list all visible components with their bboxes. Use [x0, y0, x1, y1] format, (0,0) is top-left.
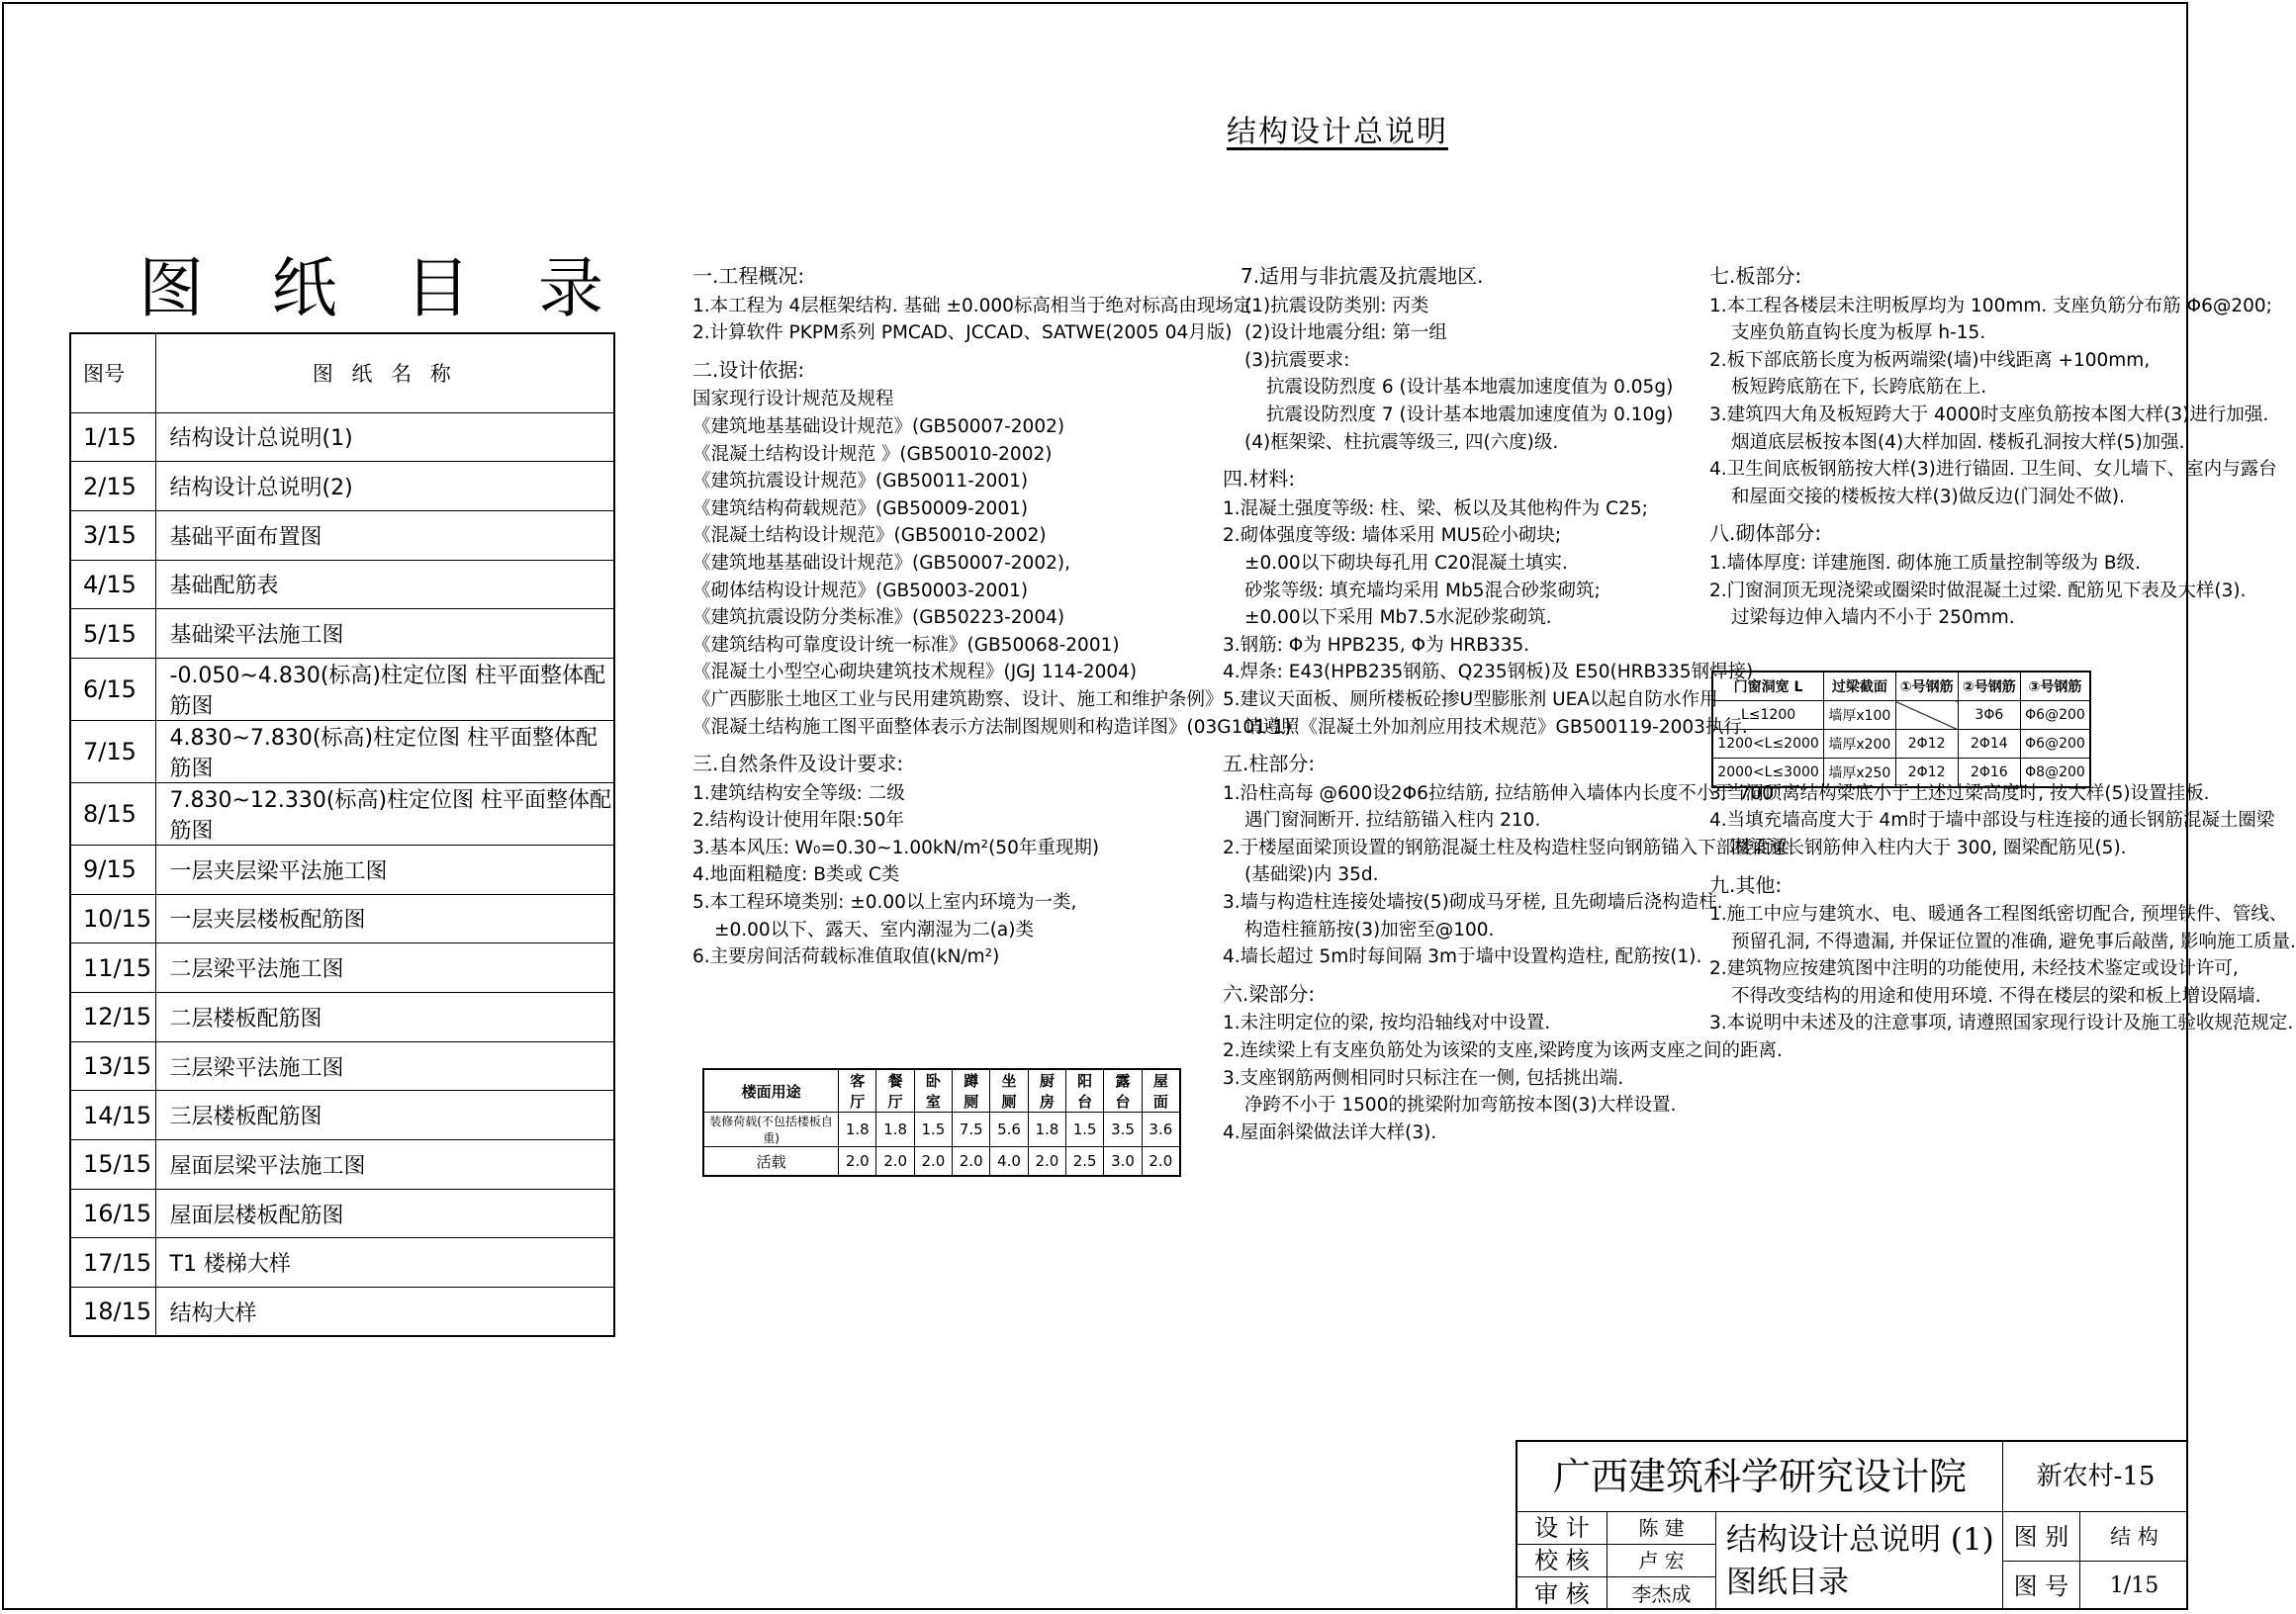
notes-col-1 [692, 263, 1292, 971]
institute-name: 广西建筑科学研究设计院 [1553, 1455, 1968, 1498]
table-row [70, 560, 614, 609]
note-line: 板短跨底筋在下, 长跨底筋在上. [1731, 377, 1987, 399]
note-line: 2.连续梁上有支座负筋处为该梁的支座,梁跨度为该两支座之间的距离. [1223, 1040, 1783, 1062]
drawing-no: 3/15 [70, 510, 155, 560]
table-cell: 3Φ6 [1958, 701, 2020, 730]
header-name: 图 纸 名 称 [155, 333, 614, 412]
table-cell: Φ6@200 [2020, 730, 2090, 759]
table-cell: 1.8 [839, 1113, 876, 1147]
section-heading: 五.柱部分: [1223, 752, 1316, 776]
table-cell: 3.6 [1142, 1113, 1180, 1147]
note-line: 砂浆等级: 填充墙均采用 Mb5混合砂浆砌筑; [1244, 580, 1601, 601]
note-line: 1.混凝土强度等级: 柱、梁、板以及其他构件为 C25; [1223, 497, 1648, 519]
header-cell: 露台 [1104, 1069, 1142, 1113]
note-line: 5.本工程环境类别: ±0.00以上室内环境为一类, [692, 892, 1077, 914]
note-line: 和屋面交接的楼板按大样(3)做反边(门洞处不做). [1731, 486, 2126, 507]
drawing-name: 4.830~7.830(标高)柱定位图 柱平面整体配筋图 [155, 720, 614, 782]
table-row [70, 609, 614, 659]
header-cell: 卧室 [914, 1069, 952, 1113]
sheet-title-1: 结构设计总说明 (1) [1715, 1511, 2002, 1561]
note-line: 《建筑抗震设防分类标准》(GB50223-2004) [692, 607, 1065, 629]
note-line: (基础梁)内 35d. [1244, 864, 1379, 886]
table-row [70, 1091, 614, 1140]
note-line: 《混凝土小型空心砌块建筑技术规程》(JGJ 114-2004) [692, 662, 1138, 683]
table-row [1712, 730, 2090, 759]
table-cell: 2.0 [1028, 1147, 1065, 1177]
drawing-no: 2/15 [70, 462, 155, 511]
table-cell [1895, 701, 1958, 730]
note-line: 6.主要房间活荷载标准值取值(kN/m²) [692, 946, 1000, 968]
note-line: 4.卫生间底板钢筋按大样(3)进行锚固. 卫生间、女儿墙下、室内与露台 [1709, 459, 2277, 481]
drawing-no: 9/15 [70, 845, 155, 894]
note-line: 1.本工程为 4层框架结构. 基础 ±0.000标高相当于绝对标高由现场定. [692, 295, 1258, 316]
note-line: 4.地面粗糙度: B类或 C类 [692, 864, 900, 886]
note-line: 4.焊条: E43(HPB235钢筋、Q235钢板)及 E50(HRB335钢焊接) [1223, 662, 1754, 683]
no-value: 1/15 [2079, 1561, 2188, 1610]
no-label: 图 号 [2002, 1561, 2079, 1610]
table-row [70, 894, 614, 943]
section-heading: 三.自然条件及设计要求: [692, 752, 904, 776]
check-label: 校 核 [1517, 1544, 1607, 1576]
table-cell: 1.5 [914, 1113, 952, 1147]
table-cell: 2Φ14 [1958, 730, 2020, 759]
table-row [703, 1113, 1180, 1147]
note-line: 2.砌体强度等级: 墙体采用 MU5砼小砌块; [1223, 525, 1562, 547]
table-cell: Φ6@200 [2020, 701, 2090, 730]
note-line: 烟道底层板按本图(4)大样加固. 楼板孔洞按大样(5)加强. [1731, 431, 2185, 453]
header-cell: 厨房 [1028, 1069, 1065, 1113]
note-line: 不得改变结构的用途和使用环境. 不得在楼层的梁和板上增设隔墙. [1731, 985, 2261, 1007]
note-line: 3.当洞顶离结构梁底小于上述过梁高度时, 按大样(5)设置挂板. [1709, 782, 2210, 804]
header-cell: 坐厕 [990, 1069, 1028, 1113]
table-row [70, 412, 614, 462]
section-heading: 二.设计依据: [692, 357, 805, 382]
table-row [1712, 759, 2090, 788]
note-line: 1.本工程各楼层未注明板厚均为 100mm. 支座负筋分布筋 Φ6@200; [1709, 295, 2272, 316]
drawing-no: 10/15 [70, 894, 155, 943]
table-row [70, 1288, 614, 1337]
toc-title-char: 录 [537, 250, 603, 326]
drawing-no: 8/15 [70, 782, 155, 845]
table-cell: 7.5 [953, 1113, 990, 1147]
sheet-title-2: 图纸目录 [1715, 1561, 2002, 1610]
table-cell: 活载 [703, 1147, 839, 1177]
page-title: 结构设计总说明 [1227, 115, 1448, 149]
drawing-name: 基础配筋表 [155, 560, 614, 609]
drawing-name: 基础梁平法施工图 [155, 609, 614, 659]
type-label: 图 别 [2002, 1511, 2079, 1561]
table-cell: 2.0 [1142, 1147, 1180, 1177]
note-line: ±0.00以下、露天、室内潮湿为二(a)类 [714, 919, 1034, 941]
note-line: 2.于楼屋面梁顶设置的钢筋混凝土柱及构造柱竖向钢筋锚入下部楼面梁 [1223, 837, 1790, 858]
table-cell: 2.0 [839, 1147, 876, 1177]
note-line: 2.建筑物应按建筑图中注明的功能使用, 未经技术鉴定或设计许可, [1709, 958, 2239, 980]
toc-title [138, 235, 603, 329]
note-line: (3)抗震要求: [1244, 349, 1350, 371]
table-cell: 墙厚x250 [1824, 759, 1895, 788]
drawing-no: 15/15 [70, 1140, 155, 1190]
section-heading: 7.适用与非抗震及抗震地区. [1240, 264, 1484, 288]
drawing-no: 6/15 [70, 658, 155, 720]
table-cell: 2.0 [914, 1147, 952, 1177]
live-load-table [702, 1068, 1181, 1177]
note-line: 3.本说明中未述及的注意事项, 请遵照国家现行设计及施工验收规范规定. [1709, 1013, 2294, 1034]
drawing-name: 7.830~12.330(标高)柱定位图 柱平面整体配筋图 [155, 782, 614, 845]
drawing-name: 一层夹层梁平法施工图 [155, 845, 614, 894]
note-line: 1.沿柱高每 @600设2Φ6拉结筋, 拉结筋伸入墙体内长度不小于 700 [1223, 782, 1774, 804]
note-line: 3.建筑四大角及板短跨大于 4000时支座负筋按本图大样(3)进行加强. [1709, 404, 2269, 425]
note-line: 请遵照《混凝土外加剂应用技术规范》GB500119-2003执行. [1244, 716, 1748, 738]
table-header-row [703, 1069, 1180, 1113]
drawing-no: 7/15 [70, 720, 155, 782]
title-block [1515, 1440, 2186, 1608]
note-line: 1.施工中应与建筑水、电、暖通各工程图纸密切配合, 预埋铁件、管线、 [1709, 904, 2288, 926]
header-cell: 阳台 [1066, 1069, 1104, 1113]
table-cell: Φ8@200 [2020, 759, 2090, 788]
type-value: 结 构 [2079, 1511, 2188, 1561]
design-name: 陈 建 [1607, 1511, 1715, 1544]
table-cell: 2.5 [1066, 1147, 1104, 1177]
note-line: 5.建议天面板、厕所楼板砼掺U型膨胀剂 UEA以起自防水作用 [1223, 688, 1718, 710]
check-name: 卢 宏 [1607, 1544, 1715, 1576]
section-heading: 四.材料: [1223, 467, 1296, 492]
table-cell: 4.0 [990, 1147, 1028, 1177]
drawing-no: 18/15 [70, 1288, 155, 1337]
drawing-no: 14/15 [70, 1091, 155, 1140]
header-cell: 餐厅 [876, 1069, 914, 1113]
section-heading: 九.其他: [1709, 872, 1783, 897]
lintel-table [1711, 671, 2091, 788]
table-header-row [70, 333, 614, 412]
drawing-name: 结构大样 [155, 1288, 614, 1337]
table-row [70, 1140, 614, 1190]
note-line: 2.计算软件 PKPM系列 PMCAD、JCCAD、SATWE(2005 04月版) [692, 322, 1233, 344]
header-cell: 楼面用途 [703, 1069, 839, 1113]
table-row [70, 462, 614, 511]
design-label: 设 计 [1517, 1511, 1607, 1544]
table-cell: 2.0 [876, 1147, 914, 1177]
note-line: 2.结构设计使用年限:50年 [692, 810, 904, 832]
drawing-name: 二层梁平法施工图 [155, 943, 614, 993]
note-line: (2)设计地震分组: 第一组 [1244, 322, 1447, 344]
drawing-no: 17/15 [70, 1238, 155, 1288]
table-row [70, 1041, 614, 1091]
table-row [70, 1238, 614, 1288]
drawing-no: 16/15 [70, 1189, 155, 1238]
toc-title-char: 纸 [271, 250, 337, 326]
note-line: 支座负筋直钩长度为板厚 h-15. [1731, 322, 1986, 344]
note-line: 圈梁通长钢筋伸入柱内大于 300, 圈梁配筋见(5). [1731, 837, 2127, 858]
table-cell: L≤1200 [1712, 701, 1824, 730]
table-cell: 2Φ12 [1895, 759, 1958, 788]
note-line: 预留孔洞, 不得遗漏, 并保证位置的准确, 避免事后敲凿, 影响施工质量. [1731, 931, 2296, 952]
note-line: 《混凝土结构设计规范》(GB50010-2002) [692, 525, 1047, 547]
note-line: 抗震设防烈度 7 (设计基本地震加速度值为 0.10g) [1266, 404, 1674, 425]
drawing-no: 12/15 [70, 993, 155, 1042]
drawing-name: 三层梁平法施工图 [155, 1041, 614, 1091]
note-line: 1.未注明定位的梁, 按均沿轴线对中设置. [1223, 1013, 1551, 1034]
table-header-row [1712, 672, 2090, 701]
note-line: 3.支座钢筋两侧相同时只标注在一侧, 包括挑出端. [1223, 1067, 1624, 1089]
table-cell: 1.5 [1066, 1113, 1104, 1147]
table-row [70, 993, 614, 1042]
table-row [70, 1189, 614, 1238]
drawing-index-table [69, 332, 615, 1337]
project-code: 新农村-15 [2002, 1442, 2188, 1511]
drawing-name: 屋面层楼板配筋图 [155, 1189, 614, 1238]
drawing-name: -0.050~4.830(标高)柱定位图 柱平面整体配筋图 [155, 658, 614, 720]
table-row [70, 845, 614, 894]
drawing-no: 5/15 [70, 609, 155, 659]
toc-title-char: 图 [138, 250, 204, 326]
header-cell: 客厅 [839, 1069, 876, 1113]
drawing-no: 1/15 [70, 412, 155, 462]
table-row [703, 1147, 1180, 1177]
header-cell: ②号钢筋 [1958, 672, 2020, 701]
notes-col-3 [1709, 263, 2296, 1037]
header-cell: 屋面 [1142, 1069, 1180, 1113]
note-line: 《混凝土结构设计规范 》(GB50010-2002) [692, 443, 1053, 465]
table-cell: 2Φ12 [1895, 730, 1958, 759]
note-line: 3.基本风压: W₀=0.30~1.00kN/m²(50年重现期) [692, 837, 1100, 858]
header-cell: ③号钢筋 [2020, 672, 2090, 701]
table-cell: 2.0 [953, 1147, 990, 1177]
table-cell: 1.8 [876, 1113, 914, 1147]
note-line: 净跨不小于 1500的挑梁附加弯筋按本图(3)大样设置. [1244, 1095, 1677, 1117]
table-row [1712, 701, 2090, 730]
table-cell: 1.8 [1028, 1113, 1065, 1147]
note-line: 构造柱箍筋按(3)加密至@100. [1244, 919, 1495, 941]
header-cell: 门窗洞宽 L [1712, 672, 1824, 701]
note-line: 《建筑结构可靠度设计统一标准》(GB50068-2001) [692, 634, 1120, 656]
note-line: 4.墙长超过 5m时每间隔 3m于墙中设置构造柱, 配筋按(1). [1223, 946, 1702, 968]
note-line: 《建筑地基基础设计规范》(GB50007-2002), [692, 552, 1070, 574]
note-line: 《建筑地基基础设计规范》(GB50007-2002) [692, 415, 1065, 437]
review-label: 审 核 [1517, 1576, 1607, 1610]
review-name: 李杰成 [1607, 1576, 1715, 1610]
note-line: 1.墙体厚度: 详建施图. 砌体施工质量控制等级为 B级. [1709, 552, 2141, 574]
note-line: 2.门窗洞顶无现浇梁或圈梁时做混凝土过梁. 配筋见下表及大样(3). [1709, 580, 2247, 601]
section-heading: 一.工程概况: [692, 264, 805, 288]
note-line: ±0.00以下砌块每孔用 C20混凝土填实. [1244, 552, 1568, 574]
table-row [70, 943, 614, 993]
note-line: 国家现行设计规范及规程 [692, 389, 894, 410]
note-line: 《建筑结构荷载规范》(GB50009-2001) [692, 497, 1029, 519]
section-heading: 八.砌体部分: [1709, 521, 1822, 546]
drawing-no: 11/15 [70, 943, 155, 993]
table-cell: 5.6 [990, 1113, 1028, 1147]
table-cell: 装修荷载(不包括楼板自重) [703, 1113, 839, 1147]
header-no: 图号 [70, 333, 155, 412]
note-line: 4.当填充墙高度大于 4m时于墙中部设与柱连接的通长钢筋混凝土圈梁 [1709, 810, 2275, 832]
note-line: 过梁每边伸入墙内不小于 250mm. [1731, 607, 2015, 629]
note-line: 1.建筑结构安全等级: 二级 [692, 782, 905, 804]
section-heading: 七.板部分: [1709, 264, 1802, 288]
drawing-name: 一层夹层楼板配筋图 [155, 894, 614, 943]
note-line: 《建筑抗震设计规范》(GB50011-2001) [692, 471, 1029, 493]
drawing-name: 结构设计总说明(2) [155, 462, 614, 511]
note-line: (4)框架梁、柱抗震等级三, 四(六度)级. [1244, 431, 1559, 453]
table-cell: 2000<L≤3000 [1712, 759, 1824, 788]
note-line: 3.墙与构造柱连接处墙按(5)砌成马牙槎, 且先砌墙后浇构造柱. [1223, 892, 1723, 914]
note-line: 4.屋面斜梁做法详大样(3). [1223, 1121, 1437, 1143]
drawing-no: 13/15 [70, 1041, 155, 1091]
table-cell: 2Φ16 [1958, 759, 2020, 788]
note-line: 2.板下部底筋长度为板两端梁(墙)中线距离 +100mm, [1709, 349, 2151, 371]
notes-col-2 [1223, 263, 1790, 1146]
drawing-name: 二层楼板配筋图 [155, 993, 614, 1042]
table-cell: 3.0 [1104, 1147, 1142, 1177]
table-cell: 3.5 [1104, 1113, 1142, 1147]
drawing-name: 屋面层梁平法施工图 [155, 1140, 614, 1190]
table-cell: 1200<L≤2000 [1712, 730, 1824, 759]
note-line: 《砌体结构设计规范》(GB50003-2001) [692, 580, 1029, 601]
table-row [70, 720, 614, 782]
table-row [70, 658, 614, 720]
section-heading: 六.梁部分: [1223, 981, 1316, 1006]
table-cell: 墙厚x200 [1824, 730, 1895, 759]
drawing-name: 三层楼板配筋图 [155, 1091, 614, 1140]
toc-title-char: 目 [405, 250, 471, 326]
note-line: ±0.00以下采用 Mb7.5水泥砂浆砌筑. [1244, 607, 1552, 629]
header-cell: 蹲厕 [953, 1069, 990, 1113]
drawing-no: 4/15 [70, 560, 155, 609]
header-cell: ①号钢筋 [1895, 672, 1958, 701]
note-line: (1)抗震设防类别: 丙类 [1244, 295, 1429, 316]
drawing-name: T1 楼梯大样 [155, 1238, 614, 1288]
drawing-name: 基础平面布置图 [155, 510, 614, 560]
table-row [70, 510, 614, 560]
note-line: 遇门窗洞断开. 拉结筋锚入柱内 210. [1244, 810, 1541, 832]
table-row [70, 782, 614, 845]
note-line: 《混凝土结构施工图平面整体表示方法制图规则和构造详图》(03G101-1) [692, 716, 1292, 738]
note-line: 3.钢筋: Φ为 HPB235, Φ为 HRB335. [1223, 634, 1530, 656]
header-cell: 过梁截面 [1824, 672, 1895, 701]
drawing-name: 结构设计总说明(1) [155, 412, 614, 462]
table-cell: 墙厚x100 [1824, 701, 1895, 730]
note-line: 抗震设防烈度 6 (设计基本地震加速度值为 0.05g) [1266, 377, 1674, 399]
note-line: 《广西膨胀土地区工业与民用建筑勘察、设计、施工和维护条例》 [692, 688, 1224, 710]
